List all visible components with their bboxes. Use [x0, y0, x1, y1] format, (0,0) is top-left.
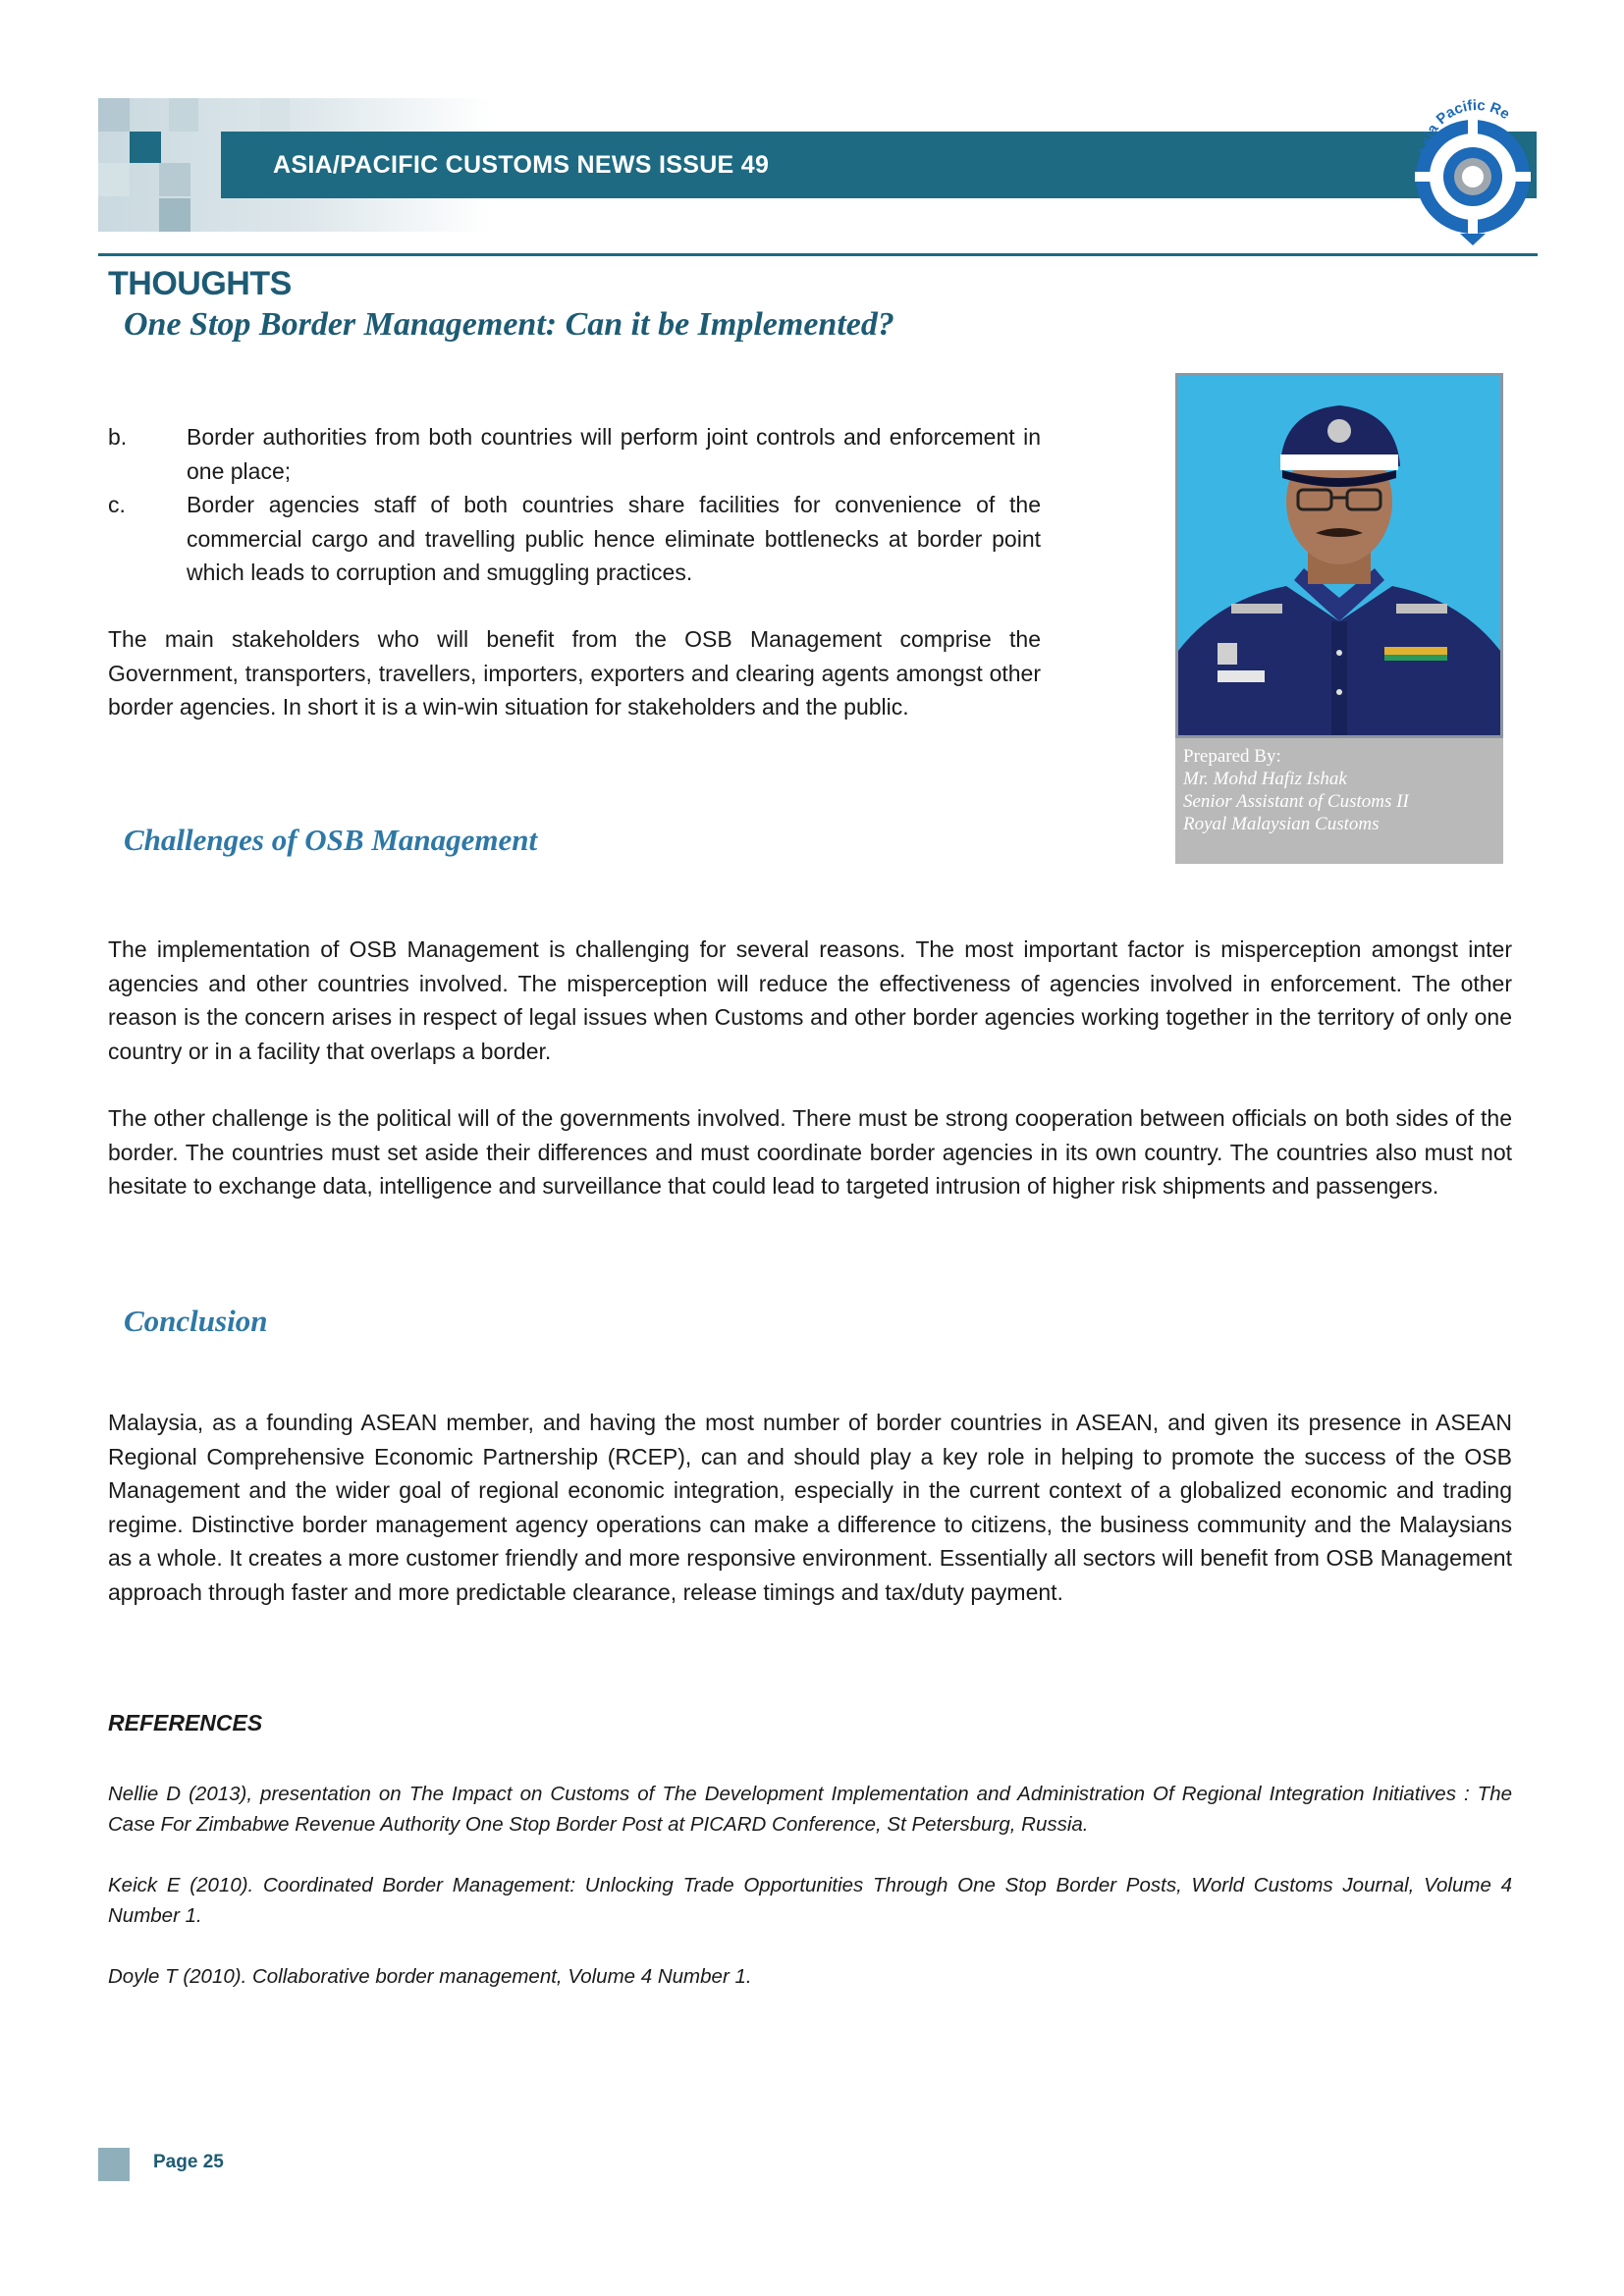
customs-logo	[1399, 98, 1546, 245]
header-square	[159, 198, 190, 232]
header-rule	[98, 253, 1538, 256]
header-title: ASIA/PACIFIC CUSTOMS NEWS ISSUE 49	[273, 151, 770, 179]
caption-prepared-by: Prepared By:	[1183, 746, 1281, 767]
challenges-paragraph-2: The other challenge is the political will of the governments involved. There must be strong cooperation between officials on both sides of the border. The countries must set aside their differences and must coordinate border agencies in its own country. The countries also must not hesitate to exchange data, intelligence and surveillance that could lead to targeted intrusion of higher risk shipments and passengers.	[108, 1105, 1512, 1199]
conclusion-heading: Conclusion	[124, 1304, 268, 1338]
author-photo	[1175, 373, 1503, 738]
header-square	[98, 98, 130, 132]
list-marker: c.	[108, 492, 126, 517]
caption-author-name: Mr. Mohd Hafiz Ishak	[1183, 769, 1347, 789]
list-item-text: Border agencies staff of both countries share facilities for convenience of the commercial cargo and travelling public hence eliminate bottlenecks at border point which leads to corruption and smuggling practices.	[187, 492, 1041, 585]
list-item	[108, 488, 1041, 590]
article-title: One Stop Border Management: Can it be Implemented?	[124, 306, 894, 343]
header-square	[260, 98, 290, 132]
section-label: THOUGHTS	[108, 265, 292, 302]
caption-author-title: Senior Assistant of Customs II	[1183, 791, 1409, 812]
reference-item: Doyle T (2010). Collaborative border management, Volume 4 Number 1.	[108, 1965, 752, 1988]
header-square	[169, 98, 198, 132]
challenges-heading: Challenges of OSB Management	[124, 823, 538, 857]
challenges-paragraph-1: The implementation of OSB Management is challenging for several reasons. The most important factor is misperception amongst inter agencies and other countries involved. The misperception will reduce the effectiveness of agencies involved in enforcement. The other reason is the concern arises in respect of legal issues when Customs and other border agencies working together in the territory of only one country or in a facility that overlaps a border.	[108, 936, 1512, 1064]
benefit-list	[108, 420, 1041, 590]
list-marker: b.	[108, 424, 128, 450]
conclusion-paragraph: Malaysia, as a founding ASEAN member, and having the most number of border countries in ASEAN, and given its presence in ASEAN Regional Comprehensive Economic Partnership (RCEP), can and should play a key role in helping to promote the success of the OSB Management and the wider goal of regional economic integration, especially in the current context of a globalized economic and trading regime. Distinctive border management agency operations can make a difference to citizens, the business community and the Malaysians as a whole. It creates a more customer friendly and more responsive environment. Essentially all sectors will benefit from OSB Management approach through faster and more predictable clearance, release timings and tax/duty payment.	[108, 1410, 1512, 1605]
reference-item: Keick E (2010). Coordinated Border Management: Unlocking Trade Opportunities Through One Stop Border Posts, World Customs Journal, Volume 4 Number 1.	[108, 1874, 1512, 1927]
caption-organization: Royal Malaysian Customs	[1183, 814, 1380, 834]
stakeholders-paragraph: The main stakeholders who will benefit from the OSB Management comprise the Government, transporters, travellers, importers, exporters and clearing agents amongst other border agencies. In short it is a win-win situation for stakeholders and the public.	[108, 626, 1041, 720]
list-item	[108, 420, 1041, 488]
officer-portrait-image	[1178, 376, 1500, 735]
logo-text: Asia Pacific Re	[1415, 98, 1513, 158]
header-square	[159, 163, 190, 196]
reference-item: Nellie D (2013), presentation on The Impact on Customs of The Development Implementation and Administration Of Regional Integration Initiatives : The Case For Zimbabwe Revenue Authority One Stop Border Post at PICARD Conference, St Petersburg, Russia.	[108, 1783, 1512, 1836]
header-square	[130, 132, 161, 163]
list-item-text: Border authorities from both countries will perform joint controls and enforcement in one place;	[187, 424, 1041, 484]
page-number: Page 25	[153, 2152, 224, 2172]
references-heading: REFERENCES	[108, 1710, 263, 1735]
photo-caption	[1175, 738, 1503, 864]
header-square	[98, 163, 130, 196]
footer-square	[98, 2148, 130, 2181]
